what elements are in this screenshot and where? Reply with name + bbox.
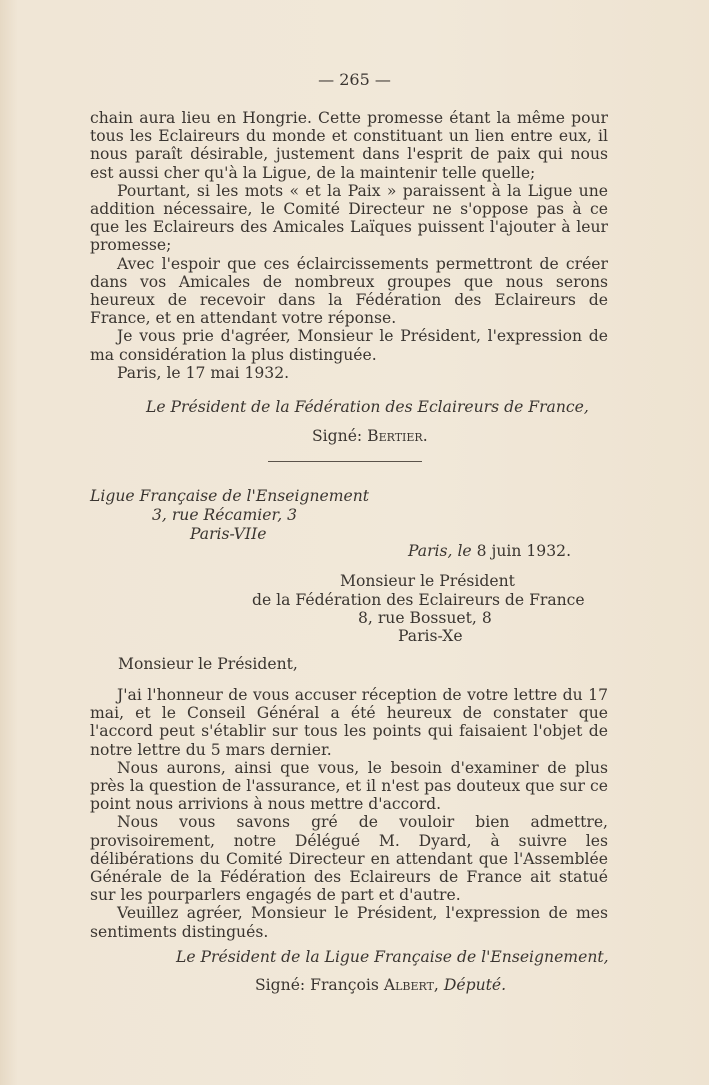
letter2-signature <box>255 976 506 994</box>
letter2-sender-line-3: Paris-VIIe <box>190 525 267 543</box>
letter2-body <box>90 686 608 941</box>
letter2-date <box>408 542 571 560</box>
letter2-recipient-line-4: Paris-Xe <box>398 627 463 645</box>
page-number: — 265 — <box>318 70 391 89</box>
letter1-signature <box>312 427 428 445</box>
letter2-paragraph-1: J'ai l'honneur de vous accuser réception de votre lettre du 17 mai, et le Conseil Général a été heureux de constater que l'accord peut s'établir sur tous les points qui faisaient l'objet de notre lettre du 5 mars dernier. <box>90 686 608 759</box>
letter2-signed-name: Albert, <box>383 976 439 994</box>
letter1-signed-prefix: Signé: <box>312 427 368 445</box>
letter2-recipient-line-1: Monsieur le Président <box>340 572 515 590</box>
letter2-paragraph-4: Veuillez agréer, Monsieur le Président, l'expression de mes sentiments distingués. <box>90 904 608 941</box>
letter2-signatory-title: Le Président de la Ligue Française de l'Enseignement, <box>176 948 609 966</box>
separator-rule <box>268 461 422 462</box>
letter2-signed-prefix: Signé: François <box>255 976 384 994</box>
letter1-date: Paris, le 17 mai 1932. <box>117 363 290 382</box>
letter2-date-value: 8 juin 1932. <box>476 542 572 560</box>
letter1-paragraph-4: Je vous prie d'agréer, Monsieur le Président, l'expression de ma considération la plus distinguée. <box>90 327 608 364</box>
letter1-paragraph-2: Pourtant, si les mots « et la Paix » paraissent à la Ligue une addition nécessaire, le Comité Directeur ne s'oppose pas à ce que les Eclaireurs des Amicales Laïques puissent l'ajouter à leur promesse; <box>90 181 608 255</box>
letter2-salutation: Monsieur le Président, <box>118 655 298 673</box>
letter1-signed-name: Bertier. <box>367 427 428 445</box>
letter1-signatory-title: Le Président de la Fédération des Eclaireurs de France, <box>146 398 589 416</box>
letter2-sender-line-2: 3, rue Récamier, 3 <box>152 506 298 524</box>
letter1-paragraph-1: chain aura lieu en Hongrie. Cette promesse étant la même pour tous les Eclaireurs du monde et constituant un lien entre eux, il nous paraît désirable, justement dans l'esprit de paix qui nous est aussi cher qu'à la Ligue, de la maintenir telle quelle; <box>90 109 608 182</box>
letter1-body <box>90 109 608 382</box>
letter2-recipient-line-3: 8, rue Bossuet, 8 <box>358 609 492 627</box>
letter2-paragraph-3: Nous vous savons gré de vouloir bien admettre, provisoirement, notre Délégué M. Dyard, à suivre les délibérations du Comité Directeur en attendant que l'Assemblée Générale de la Fédération des Eclaireurs de France ait statué sur les pourparlers engagés de part et d'autre. <box>90 813 608 905</box>
letter2-recipient-line-2: de la Fédération des Eclaireurs de France <box>252 591 585 609</box>
letter2-date-place: Paris, le <box>408 542 472 560</box>
letter1-paragraph-3: Avec l'espoir que ces éclaircissements permettront de créer dans vos Amicales de nombreux groupes que nous serons heureux de recevoir dans la Fédération des Eclaireurs de France, et en attendant votre réponse. <box>90 254 608 328</box>
letter2-sender-line-1: Ligue Française de l'Enseignement <box>90 487 370 505</box>
letter2-paragraph-2: Nous aurons, ainsi que vous, le besoin d'examiner de plus près la question de l'assurance, et il n'est pas douteux que sur ce point nous arrivions à nous mettre d'accord. <box>90 758 608 814</box>
letter2-signed-role: Député. <box>443 976 507 994</box>
